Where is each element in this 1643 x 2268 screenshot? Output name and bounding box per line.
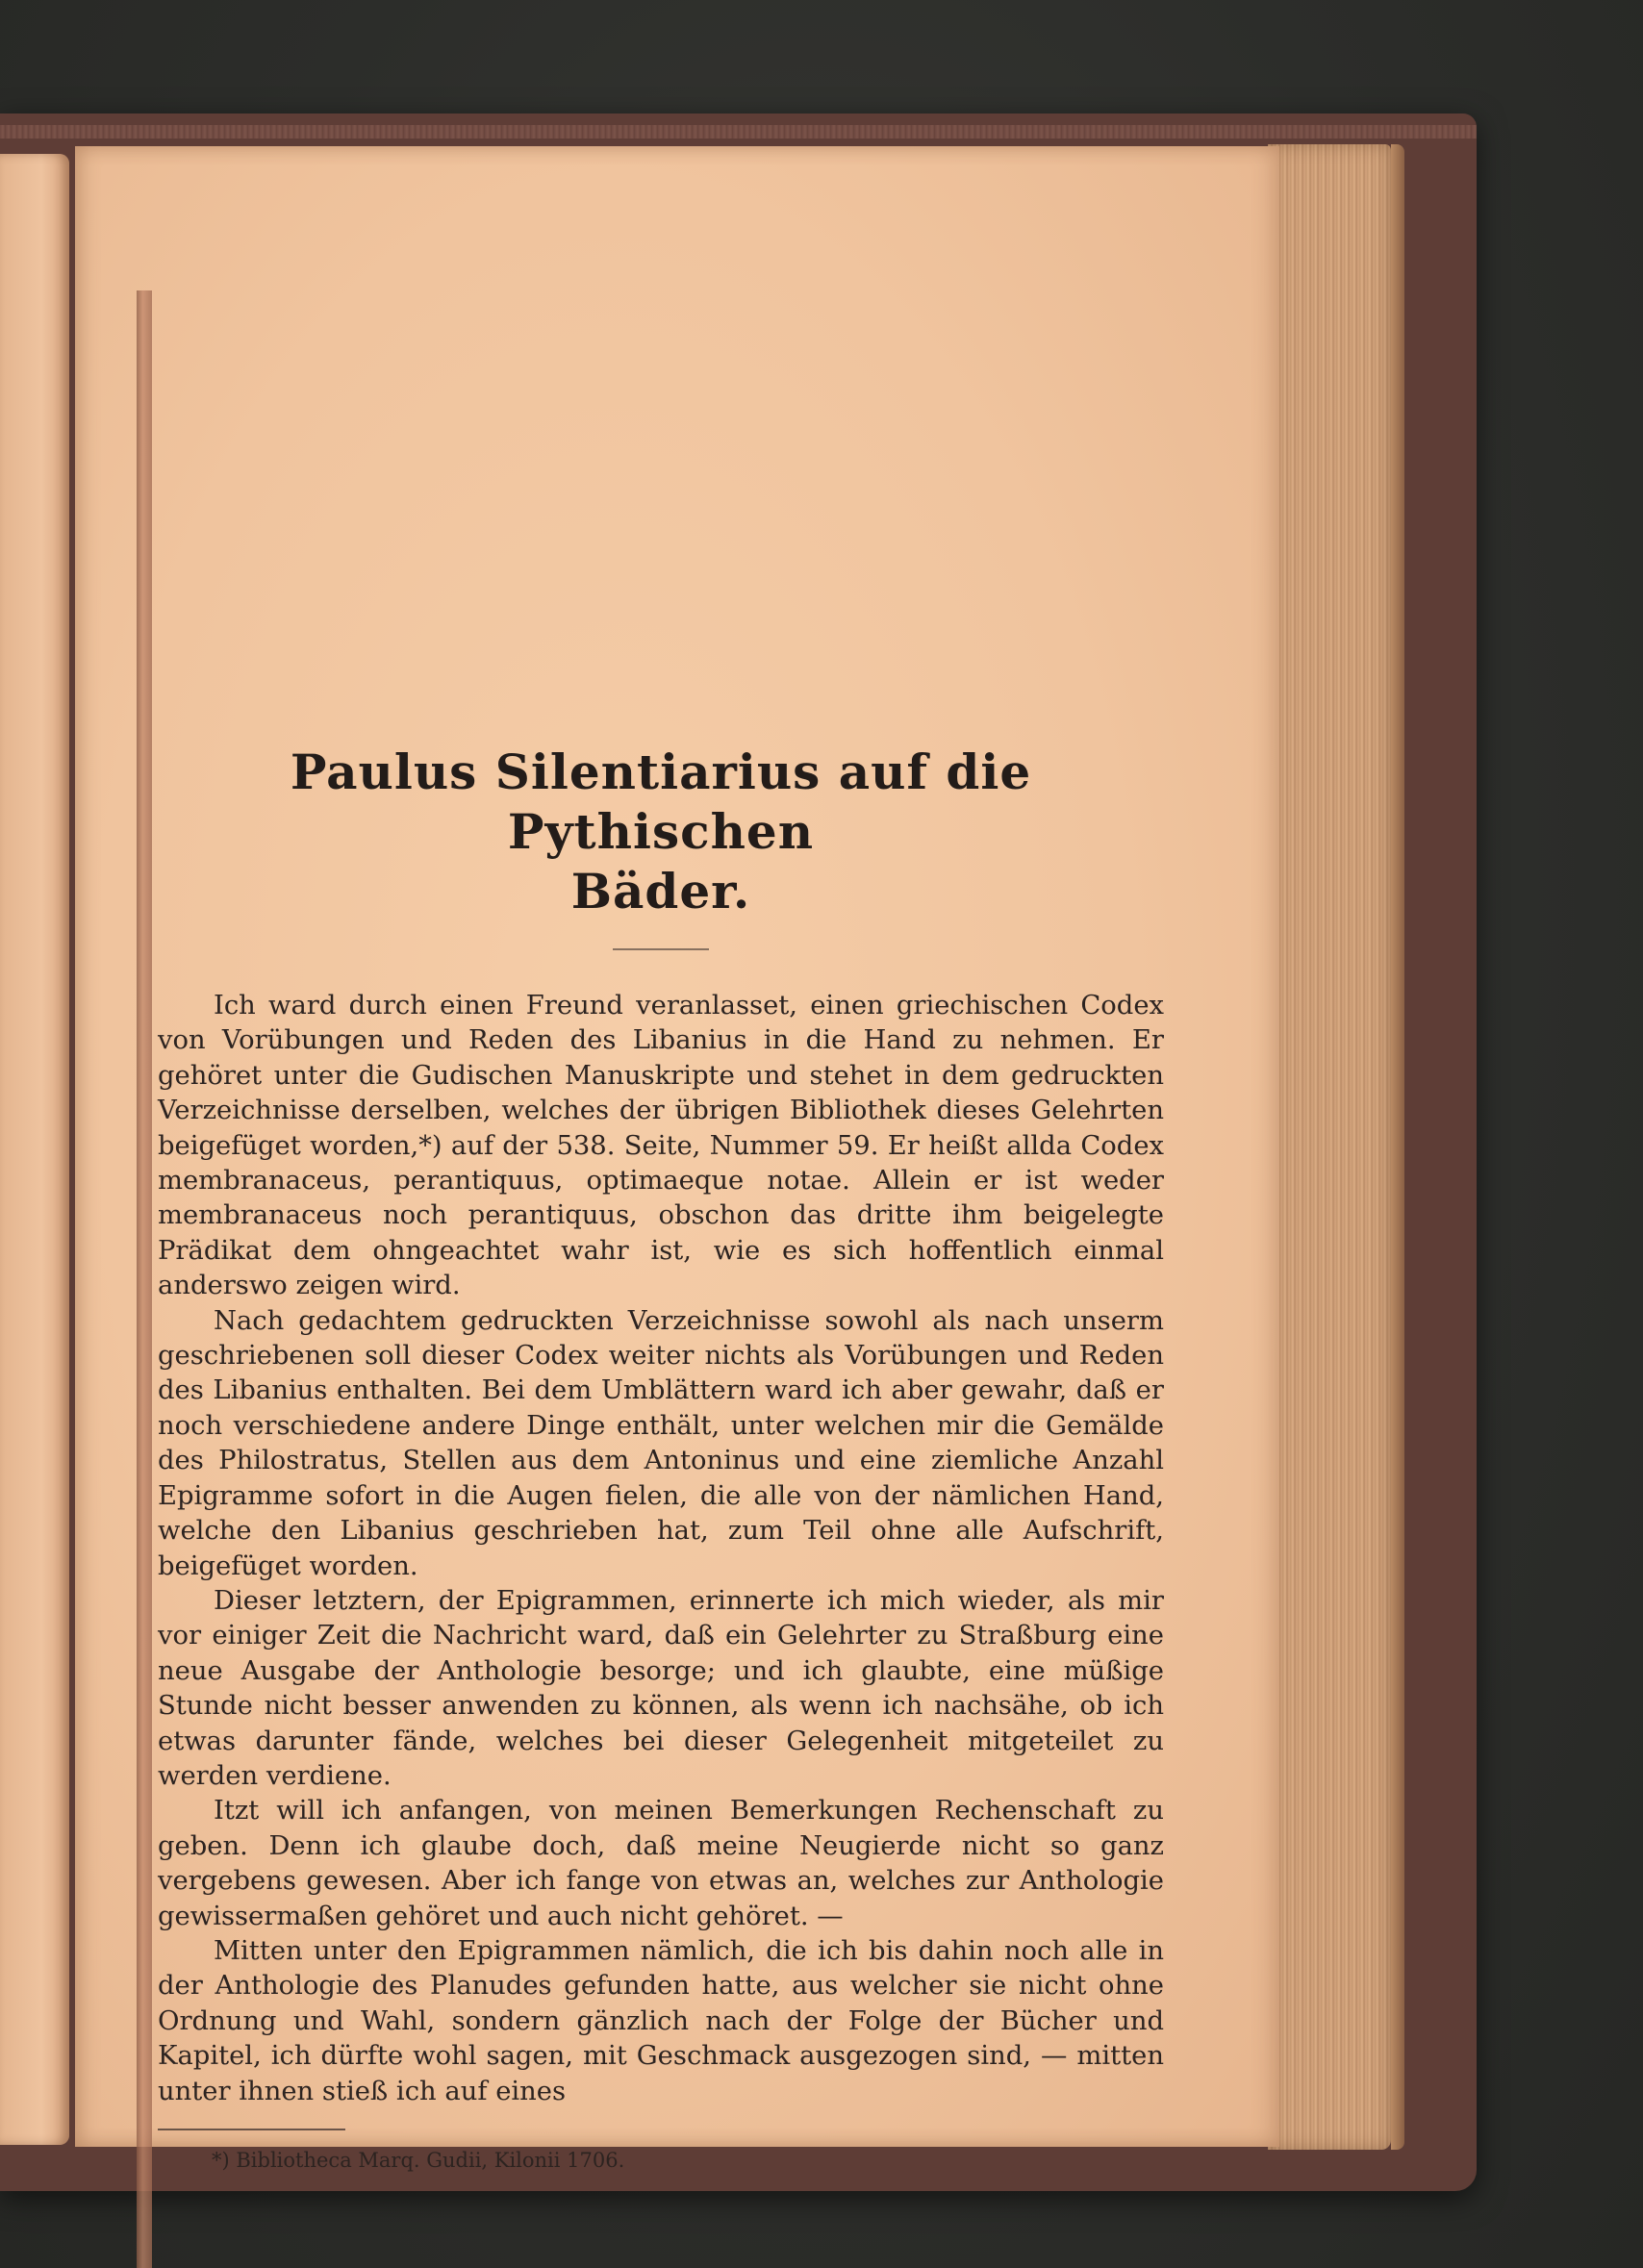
paragraph: Itzt will ich anfangen, von meinen Bemerkungen Rechenschaft zu geben. Denn ich glaube doch, daß meine Neugierde nicht so ganz vergebens gewesen. Aber ich fange von etwas an, welches zur Anthologie gewissermaßen gehöret und auch nicht gehöret. — — [158, 1796, 1164, 1931]
body-text — [158, 989, 1164, 2109]
footnote-divider — [158, 2129, 345, 2130]
paragraph: Dieser letztern, der Epigrammen, erinnerte ich mich wieder, als mir vor einiger Zeit die Nachricht ward, daß ein Gelehrter zu Straßburg eine neue Ausgabe der Anthologie besorge; und ich glaubte, eine müßige Stunde nicht besser anwenden zu können, als wenn ich nachsähe, ob ich etwas darunter fände, welches bei dieser Gelegenheit mitgeteilet zu werden verdiene. — [158, 1585, 1164, 1791]
page-fore-edge — [1268, 144, 1391, 2150]
chapter-title-line-1: Paulus Silentiarius auf die Pythischen — [290, 743, 1032, 860]
chapter-title-line-2: Bäder. — [570, 863, 751, 920]
left-page-edge — [0, 154, 69, 2145]
paragraph: Nach gedachtem gedruckten Verzeichnisse sowohl als nach unserm geschriebenen soll dieser Codex weiter nichts als Vorübungen und Reden des Libanius enthalten. Bei dem Umblättern ward ich aber gewahr, daß er noch verschiedene andere Dinge enthält, unter welchen mir die Gemälde des Philostratus, Stellen aus dem Antoninus und eine ziemliche Anzahl Epigramme sofort in die Augen fielen, die alle von der nämlichen Hand, welche den Libanius geschrieben hat, zum Teil ohne alle Aufschrift, beigefüget worden. — [158, 1305, 1164, 1581]
chapter-title — [158, 743, 1164, 921]
paragraph: Ich ward durch einen Freund veranlasset, einen griechischen Codex von Vorübungen und Reden des Libanius in die Hand zu nehmen. Er gehöret unter die Gudischen Manuskripte und stehet in dem gedruckten Verzeichnisse derselben, welches der übrigen Bibliothek dieses Gelehrten beigefüget worden,*) auf der 538. Seite, Nummer 59. Er heißt allda Codex membranaceus, perantiquus, optimaeque notae. Allein er ist weder membranaceus noch perantiquus, obschon das dritte ihm beigelegte Prädikat dem ohngeachtet wahr ist, wie es sich hoffentlich einmal anderswo zeigen wird. — [158, 991, 1164, 1301]
footnote: *) Bibliotheca Marq. Gudii, Kilonii 1706. — [212, 2149, 625, 2172]
book-page — [75, 146, 1279, 2172]
title-divider — [613, 948, 709, 950]
page-gutter — [137, 290, 152, 2268]
text-block — [158, 598, 1164, 2175]
paragraph: Mitten unter den Epigrammen nämlich, die ich bis dahin noch alle in der Anthologie des Planudes gefunden hatte, aus welcher sie nicht ohne Ordnung und Wahl, sondern gänzlich nach der Folge der Bücher und Kapitel, ich dürfte wohl sagen, mit Geschmack ausgezogen sind, — mitten unter ihnen stieß ich auf eines — [158, 1935, 1164, 2106]
